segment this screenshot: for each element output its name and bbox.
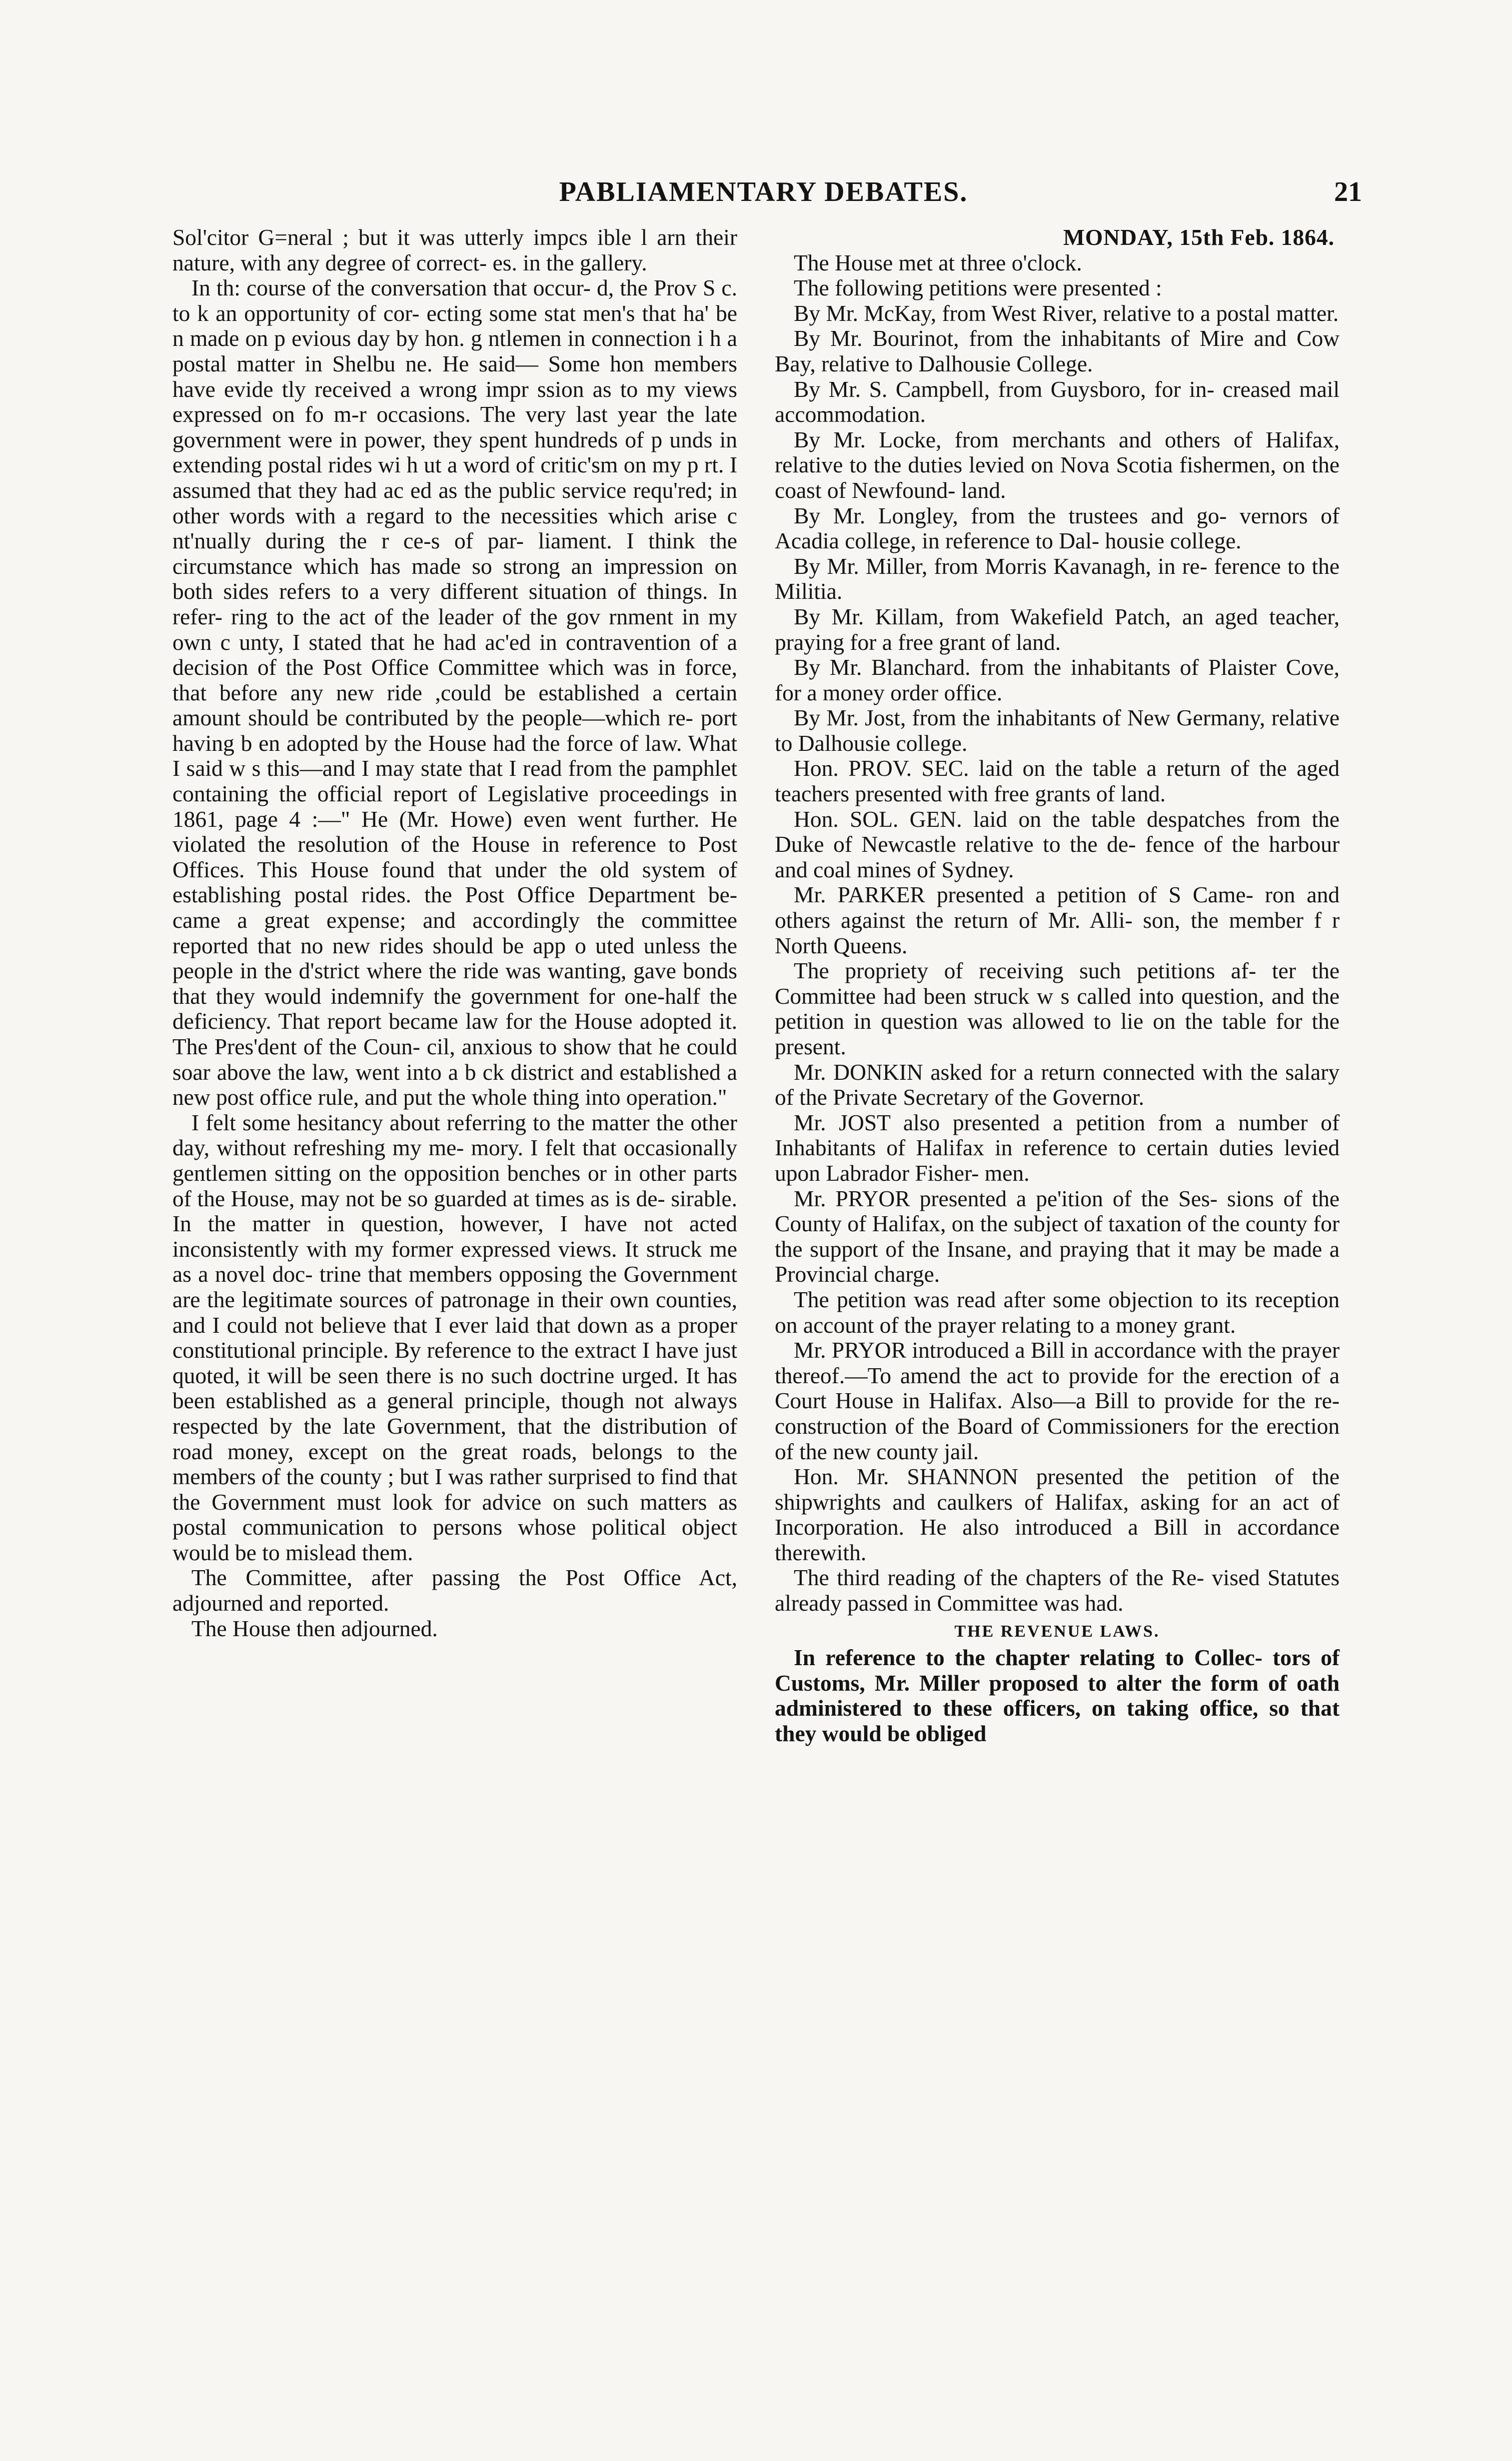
body-paragraph: By Mr. Blanchard. from the inhabitants of Plaister Cove, for a money order office. <box>775 654 1340 705</box>
page-number: 21 <box>1334 176 1362 207</box>
body-paragraph: Mr. PRYOR introduced a Bill in accordance with the prayer thereof.—To amend the act to provide for the erection of a Court House in Halifax. Also—a Bill to provide for the re- construction of the Board of Commissioners for the erection of the new county jail. <box>775 1337 1340 1464</box>
body-paragraph: Hon. Mr. SHANNON presented the petition of the shipwrights and caulkers of Halifax, asking for an act of Incorporation. He also introduced a Bill in accordance therewith. <box>775 1464 1340 1565</box>
body-paragraph: The Committee, after passing the Post Office Act, adjourned and reported. <box>172 1565 737 1616</box>
body-paragraph: By Mr. Bourinot, from the inhabitants of Mire and Cow Bay, relative to Dalhousie College. <box>775 325 1340 376</box>
body-paragraph: The House met at three o'clock. <box>794 249 1082 275</box>
body-paragraph: Mr. PRYOR presented a pe'ition of the Ses- sions of the County of Halifax, on the subject of taxation of the county for the support of the Insane, and praying that it may be made a Provincial charge. <box>775 1185 1340 1287</box>
body-paragraph: Hon. PROV. SEC. laid on the table a return of the aged teachers presented with free grants of land. <box>775 755 1340 807</box>
body-paragraph: In th: course of the conversation that occur- d, the Prov S c. to k an opportunity of cor- ecting some stat men's that ha' be n made on p evious day by hon. g ntlemen in connection i h a postal matter in Shelbu ne. He said— Some hon members have evide tly received a wrong impr ssion as to my views expressed on fo m-r occasions. The very last year the late government were in power, they spent hundreds of p unds in extending postal rides wi h ut a word of critic'sm on my p rt. I assumed that they had ac ed as the public service requ'red; in other words with a regard to the necessities which arise c nt'nually during the r ce-s of par- liament. I think the circumstance which has made so strong an impression on both sides refers to a very different situation of things. In refer- ring to the act of the leader of the gov rnment in my own c unty, I stated that he had ac'ed in contravention of a decision of the Post Office Committee which was in force, that before any new ride ,could be established a certain amount should be contributed by the people—which re- port having b en adopted by the House had the force of law. What I said w s this—and I may state that I read from the pamphlet containing the official report of Legislative proceedings in 1861, page 4 :—" He (Mr. Howe) even went further. He violated the resolution of the House in reference to Post Offices. This House found that under the old system of establishing postal rides. the Post Office Department be- came a great expense; and accordingly the committee reported that no new rides should be app o uted unless the people in the d'strict where the ride was wanting, gave bonds that they would indemnify the government for one-half the deficiency. That report became law for the House adopted it. The Pres'dent of the Coun- cil, anxious to show that he could soar above the law, went into a b ck district and established a new post office rule, and put the whole thing into operation." <box>172 275 737 1110</box>
right-column <box>775 225 1340 1747</box>
running-title: PABLIAMENTARY DEBATES. <box>559 176 968 207</box>
body-paragraph: I felt some hesitancy about referring to the matter the other day, without refreshing my me- mory. I felt that occasionally gentlemen sitting on the opposition benches or in other parts of the House, may not be so guarded at times as is de- sirable. In the matter in question, however, I have not acted inconsistently with my former expressed views. It struck me as a novel doc- trine that members opposing the Government are the legitimate sources of patronage in their own counties, and I could not believe that I ever laid that down as a proper constitutional principle. By reference to the extract I have just quoted, it will be seen there is no such doctrine urged. It has been established as a general principle, though not always respected by the late Government, that the distribution of road money, except on the great roads, belongs to the members of the county ; but I was rather surprised to find that the Government must look for advice on such matters as postal communication to persons whose political object would be to mislead them. <box>172 1109 737 1565</box>
body-paragraph: By Mr. S. Campbell, from Guysboro, for in- creased mail accommodation. <box>775 376 1340 427</box>
body-paragraph: The third reading of the chapters of the Re- vised Statutes already passed in Committee was had. <box>775 1565 1340 1616</box>
body-paragraph: The propriety of receiving such petitions af- ter the Committee had been struck w s called into question, and the petition in question was allowed to lie on the table for the present. <box>775 958 1340 1059</box>
page-header <box>165 176 1362 216</box>
body-paragraph: Hon. SOL. GEN. laid on the table despatches from the Duke of Newcastle relative to the de- fence of the harbour and coal mines of Sydney. <box>775 806 1340 882</box>
body-paragraph: By Mr. Killam, from Wakefield Patch, an aged teacher, praying for a free grant of land. <box>775 603 1340 655</box>
body-paragraph: The House then adjourned. <box>191 1615 438 1641</box>
body-paragraph: Sol'citor G=neral ; but it was utterly impcs ible l arn their nature, with any degree of correct- es. in the gallery. <box>172 224 737 275</box>
body-paragraph: By Mr. McKay, from West River, relative to a postal matter. <box>794 300 1339 326</box>
left-column <box>172 225 737 1641</box>
body-paragraph: By Mr. Longley, from the trustees and go- vernors of Acadia college, in reference to Dal- housie college. <box>775 502 1340 554</box>
body-paragraph: Mr. PARKER presented a petition of S Came- ron and others against the return of Mr. Alli- son, the member f r North Queens. <box>775 882 1340 958</box>
closing-paragraph: In reference to the chapter relating to Collec- tors of Customs, Mr. Miller proposed to alter the form of oath administered to these officers, on taking office, so that they would be obliged <box>775 1645 1340 1747</box>
body-paragraph: Mr. JOST also presented a petition from a number of Inhabitants of Halifax in reference to certain duties levied upon Labrador Fisher- men. <box>775 1109 1340 1186</box>
section-heading: THE REVENUE LAWS. <box>954 1622 1160 1641</box>
body-paragraph: The petition was read after some objection to its reception on account of the prayer relating to a money grant. <box>775 1286 1340 1338</box>
body-paragraph: By Mr. Miller, from Morris Kavanagh, in re- ference to the Militia. <box>775 553 1340 604</box>
body-paragraph: By Mr. Jost, from the inhabitants of New Germany, relative to Dalhousie college. <box>775 705 1340 756</box>
body-paragraph: The following petitions were presented : <box>794 275 1162 301</box>
body-paragraph: By Mr. Locke, from merchants and others of Halifax, relative to the duties levied on Nova Scotia fishermen, on the coast of Newfound- land. <box>775 426 1340 503</box>
dateline: MONDAY, 15th Feb. 1864. <box>1063 224 1335 250</box>
body-paragraph: Mr. DONKIN asked for a return connected with the salary of the Private Secretary of the Governor. <box>775 1059 1340 1110</box>
